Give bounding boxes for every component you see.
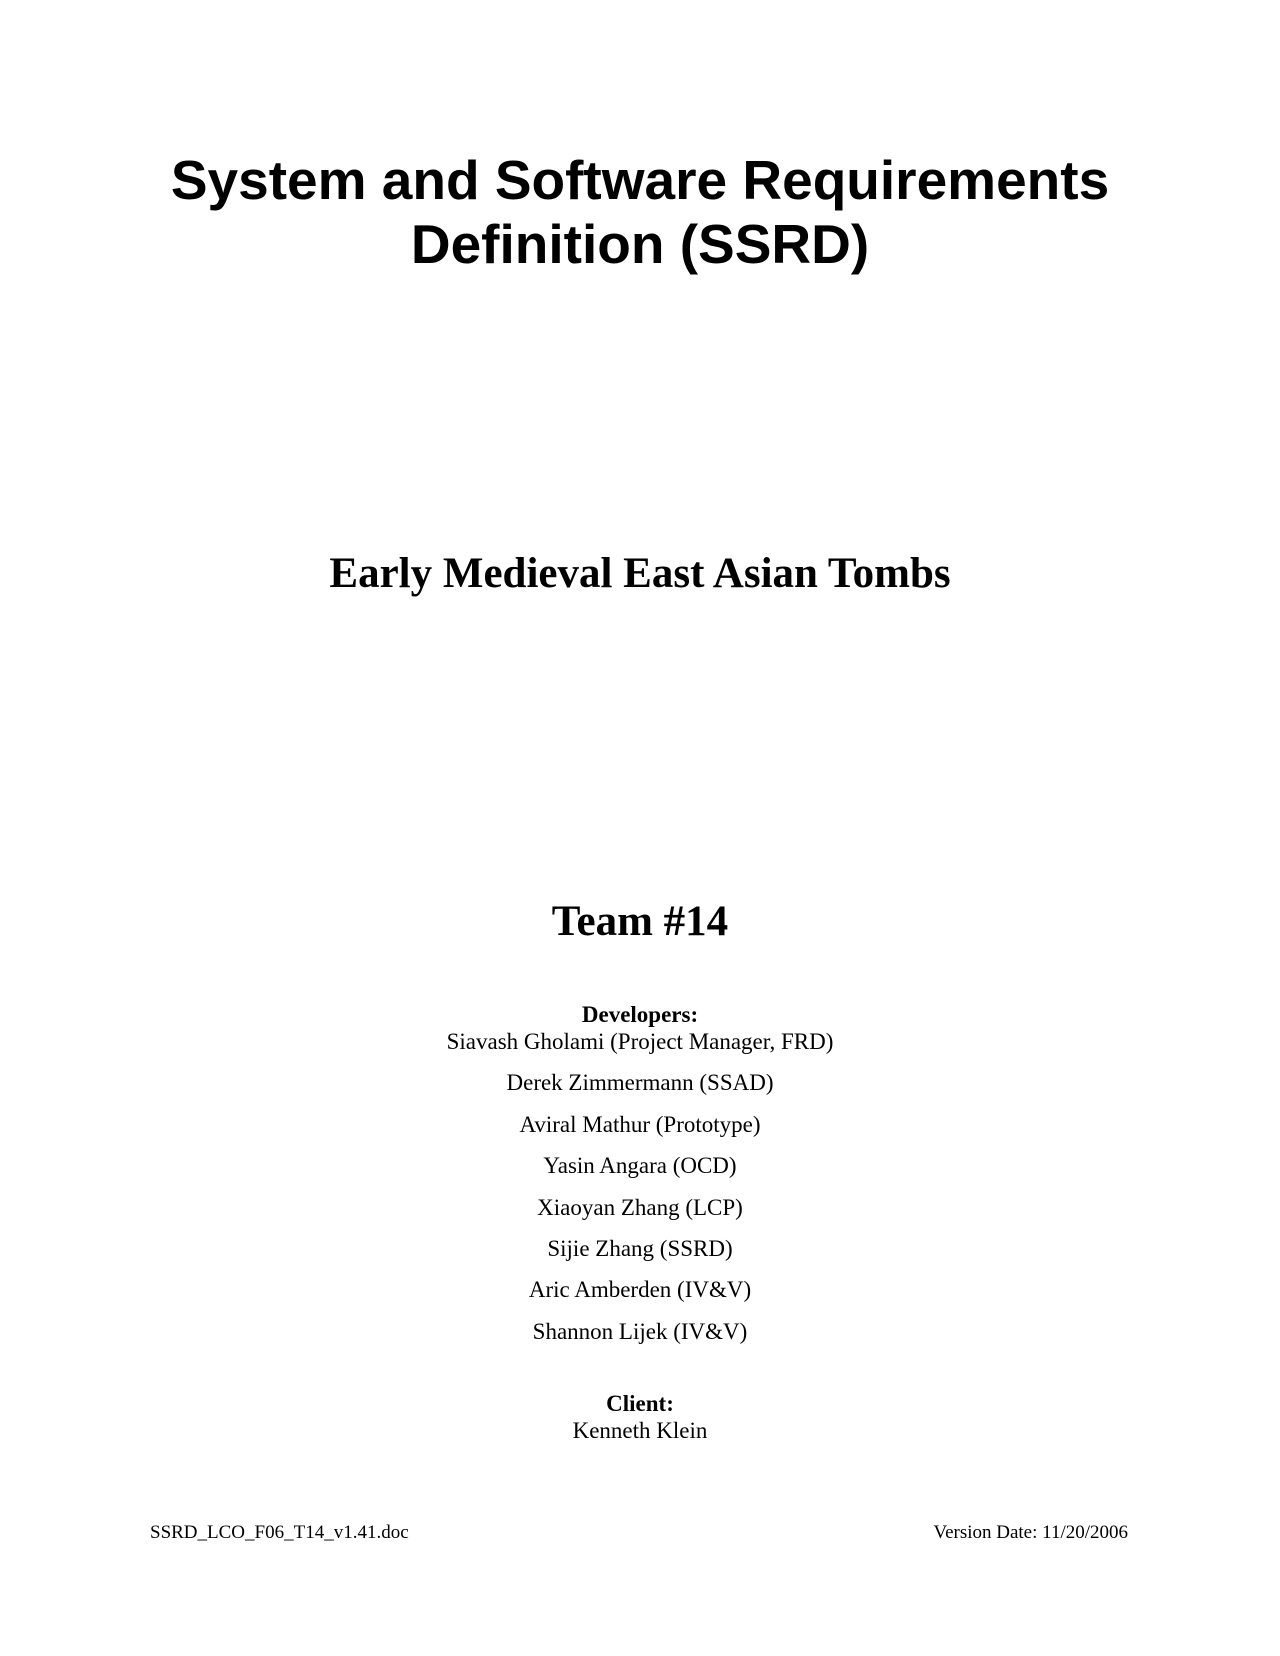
project-name: Early Medieval East Asian Tombs xyxy=(329,550,951,597)
client-name: Kenneth Klein xyxy=(572,1418,708,1443)
document-title-line-2: Definition (SSRD) xyxy=(410,213,870,275)
developer-item: Xiaoyan Zhang (LCP) xyxy=(537,1194,743,1220)
footer-filename: SSRD_LCO_F06_T14_v1.41.doc xyxy=(150,1522,409,1543)
team-heading: Team #14 xyxy=(551,898,729,945)
developer-item: Siavash Gholami (Project Manager, FRD) xyxy=(446,1029,834,1054)
footer-version-date: Version Date: 11/20/2006 xyxy=(933,1522,1128,1543)
developer-item: Yasin Angara (OCD) xyxy=(543,1153,737,1179)
developer-item: Aviral Mathur (Prototype) xyxy=(519,1111,761,1137)
document-title-line-1: System and Software Requirements xyxy=(170,149,1110,211)
document-title xyxy=(0,148,1280,276)
developer-item: Sijie Zhang (SSRD) xyxy=(547,1235,733,1261)
client-label: Client: xyxy=(606,1391,674,1416)
developers-label: Developers: xyxy=(581,1002,699,1027)
developers-list xyxy=(0,1028,1280,1359)
developer-item: Derek Zimmermann (SSAD) xyxy=(506,1070,774,1096)
developer-item: Aric Amberden (IV&V) xyxy=(528,1277,752,1303)
developer-item: Shannon Lijek (IV&V) xyxy=(532,1318,748,1344)
